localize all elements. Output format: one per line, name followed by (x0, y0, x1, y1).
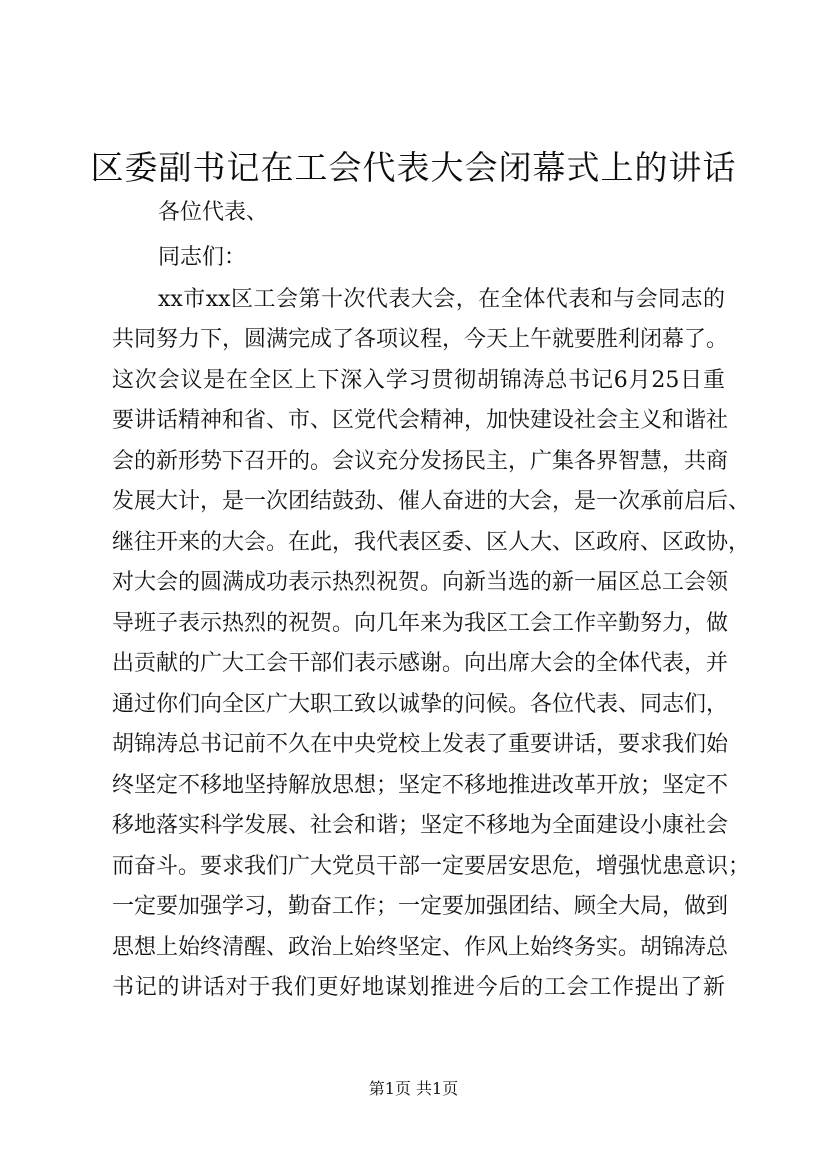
body-line: 一定要加强学习，勤奋工作；一定要加强团结、顾全大局，做到 (112, 894, 729, 919)
body-line: 出贡献的广大工会干部们表示感谢。向出席大会的全体代表，并 (112, 651, 729, 676)
body-line: 通过你们向全区广大职工致以诚挚的问候。各位代表、同志们， (112, 692, 729, 717)
body-line: 共同努力下，圆满完成了各项议程，今天上午就要胜利闭幕了。 (112, 327, 729, 352)
body-line: 导班子表示热烈的祝贺。向几年来为我区工会工作辛勤努力，做 (112, 611, 729, 636)
body-line: xx市xx区工会第十次代表大会，在全体代表和与会同志的 (158, 287, 725, 312)
salutation-line: 各位代表、 (158, 200, 269, 225)
salutation-line: 同志们： (158, 245, 247, 270)
body-line: 终坚定不移地坚持解放思想；坚定不移地推进改革开放；坚定不 (112, 773, 729, 798)
body-line: 要讲话精神和省、市、区党代会精神，加快建设社会主义和谐社 (112, 408, 729, 433)
body-line: 继往开来的大会。在此，我代表区委、区人大、区政府、区政协， (112, 530, 751, 555)
body-line: 会的新形势下召开的。会议充分发扬民主，广集各界智慧，共商 (112, 449, 729, 474)
body-line: 移地落实科学发展、社会和谐；坚定不移地为全面建设小康社会 (112, 813, 729, 838)
body-line: 书记的讲话对于我们更好地谋划推进今后的工会工作提出了新 (112, 975, 725, 1000)
document-title: 区委副书记在工会代表大会闭幕式上的讲话 (90, 148, 737, 187)
body-line: 对大会的圆满成功表示热烈祝贺。向新当选的新一届区总工会领 (112, 570, 729, 595)
body-line: 而奋斗。要求我们广大党员干部一定要居安思危，增强忧患意识； (112, 854, 751, 879)
page-number-footer: 第1页 共1页 (368, 1079, 459, 1098)
body-line: 这次会议是在全区上下深入学习贯彻胡锦涛总书记6月25日重 (112, 368, 725, 393)
body-line: 思想上始终清醒、政治上始终坚定、作风上始终务实。胡锦涛总 (112, 935, 729, 960)
body-line: 胡锦涛总书记前不久在中央党校上发表了重要讲话，要求我们始 (112, 732, 729, 757)
body-line: 发展大计，是一次团结鼓劲、催人奋进的大会，是一次承前启后、 (112, 489, 751, 514)
